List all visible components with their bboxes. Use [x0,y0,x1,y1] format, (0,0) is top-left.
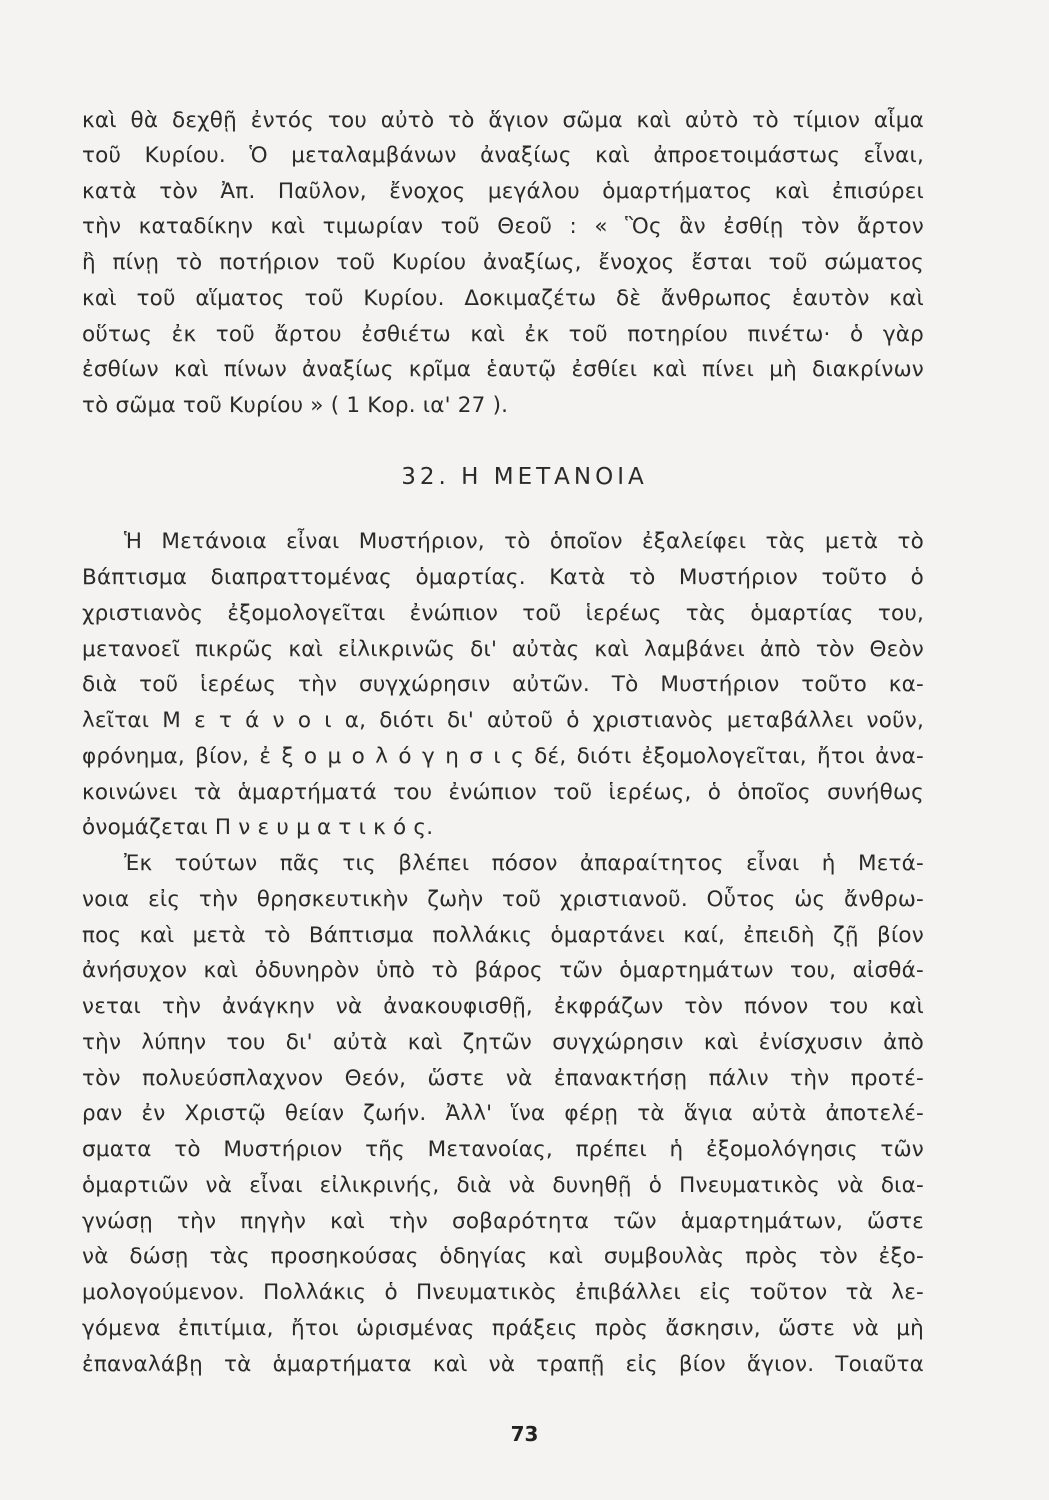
text-line: νὰ δώσῃ τὰς προσηκούσας ὁδηγίας καὶ συμβουλὰς πρὸς τὸν ἐξο- [82,1244,924,1269]
text-line: ἢ πίνῃ τὸ ποτήριον τοῦ Κυρίου ἀναξίως, ἔνοχος ἔσται τοῦ σώματος [82,250,924,275]
text-line: ὁμαρτιῶν νὰ εἶναι εἰλικρινής, διὰ νὰ δυνηθῇ ὁ Πνευματικὸς νὰ δια- [82,1173,924,1198]
text-line: νεται τὴν ἀνάγκην νὰ ἀνακουφισθῇ, ἐκφράζων τὸν πόνον του καὶ [82,994,924,1019]
text-line: Ἡ Μετάνοια εἶναι Μυστήριον, τὸ ὁποῖον ἐξαλείφει τὰς μετὰ τὸ [124,529,924,554]
text-line: Βάπτισμα διαπραττομένας ὁμαρτίας. Κατὰ τὸ Μυστήριον τοῦτο ὁ [82,565,924,590]
text-line: κοινώνει τὰ ἁμαρτήματά του ἐνώπιον τοῦ ἱερέως, ὁ ὁποῖος συνήθως [82,780,924,805]
text-line: τὴν λύπην του δι' αὐτὰ καὶ ζητῶν συγχώρησιν καὶ ἐνίσχυσιν ἀπὸ [82,1030,924,1055]
section-heading: 32. Η ΜΕΤΑΝΟΙΑ [401,464,648,490]
text-line: σματα τὸ Μυστήριον τῆς Μετανοίας, πρέπει ἡ ἐξομολόγησις τῶν [82,1137,924,1162]
text-line: μετανοεῖ πικρῶς καὶ εἰλικρινῶς δι' αὐτὰς καὶ λαμβάνει ἀπὸ τὸν Θεὸν [82,637,924,662]
text-line: κατὰ τὸν Ἀπ. Παῦλον, ἔνοχος μεγάλου ὁμαρτήματος καὶ ἐπισύρει [82,179,924,204]
text-line: λεῖται Μ ε τ ά ν ο ι α, διότι δι' αὐτοῦ ὁ χριστιανὸς μεταβάλλει νοῦν, [82,708,924,733]
text-line: ἐσθίων καὶ πίνων ἀναξίως κρῖμα ἑαυτῷ ἐσθίει καὶ πίνει μὴ διακρίνων [82,357,924,382]
text-line: οὕτως ἐκ τοῦ ἄρτου ἐσθιέτω καὶ ἐκ τοῦ ποτηρίου πινέτω· ὁ γὰρ [82,322,924,347]
text-line: τὸ σῶμα τοῦ Κυρίου » ( 1 Κορ. ια' 27 ). [82,393,509,418]
text-line: γνώσῃ τὴν πηγὴν καὶ τὴν σοβαρότητα τῶν ἁμαρτημάτων, ὥστε [82,1209,924,1234]
text-line: ραν ἐν Χριστῷ θείαν ζωήν. Ἀλλ' ἵνα φέρῃ τὰ ἅγια αὐτὰ ἀποτελέ- [82,1101,924,1126]
text-line: τὴν καταδίκην καὶ τιμωρίαν τοῦ Θεοῦ : « Ὃς ἂν ἐσθίῃ τὸν ἄρτον [82,214,924,239]
text-line: τοῦ Κυρίου. Ὁ μεταλαμβάνων ἀναξίως καὶ ἀπροετοιμάστως εἶναι, [82,143,924,168]
text-line: χριστιανὸς ἐξομολογεῖται ἐνώπιον τοῦ ἱερέως τὰς ὁμαρτίας του, [82,601,924,626]
text-line: γόμενα ἐπιτίμια, ἤτοι ὡρισμένας πράξεις πρὸς ἄσκησιν, ὥστε νὰ μὴ [82,1316,924,1341]
text-line: ἀνήσυχον καὶ ὀδυνηρὸν ὑπὸ τὸ βάρος τῶν ὁμαρτημάτων του, αἰσθά- [82,958,924,983]
text-line: ἐπαναλάβῃ τὰ ἁμαρτήματα καὶ νὰ τραπῇ εἰς βίον ἅγιον. Τοιαῦτα [82,1352,924,1377]
text-line: φρόνημα, βίον, ἐ ξ ο μ ο λ ό γ η σ ι ς δέ, διότι ἐξομολογεῖται, ἤτοι ἀνα- [82,744,924,769]
text-line: τὸν πολυεύσπλαχνον Θεόν, ὥστε νὰ ἐπανακτήσῃ πάλιν τὴν προτέ- [82,1066,924,1091]
page-number: 73 [510,1422,539,1446]
text-line: πος καὶ μετὰ τὸ Βάπτισμα πολλάκις ὁμαρτάνει καί, ἐπειδὴ ζῇ βίον [82,923,924,948]
text-line: καὶ τοῦ αἵματος τοῦ Κυρίου. Δοκιμαζέτω δὲ ἄνθρωπος ἑαυτὸν καὶ [82,286,924,311]
text-line: ὀνομάζεται Π ν ε υ μ α τ ι κ ό ς. [82,815,434,840]
text-line: μολογούμενον. Πολλάκις ὁ Πνευματικὸς ἐπιβάλλει εἰς τοῦτον τὰ λε- [82,1280,924,1305]
text-line: καὶ θὰ δεχθῇ ἐντός του αὐτὸ τὸ ἅγιον σῶμα καὶ αὐτὸ τὸ τίμιον αἷμα [82,108,924,133]
text-line: διὰ τοῦ ἱερέως τὴν συγχώρησιν αὐτῶν. Τὸ Μυστήριον τοῦτο κα- [82,672,924,697]
text-line: νοια εἰς τὴν θρησκευτικὴν ζωὴν τοῦ χριστιανοῦ. Οὗτος ὡς ἄνθρω- [82,887,924,912]
text-line: Ἐκ τούτων πᾶς τις βλέπει πόσον ἀπαραίτητος εἶναι ἡ Μετά- [124,851,924,876]
